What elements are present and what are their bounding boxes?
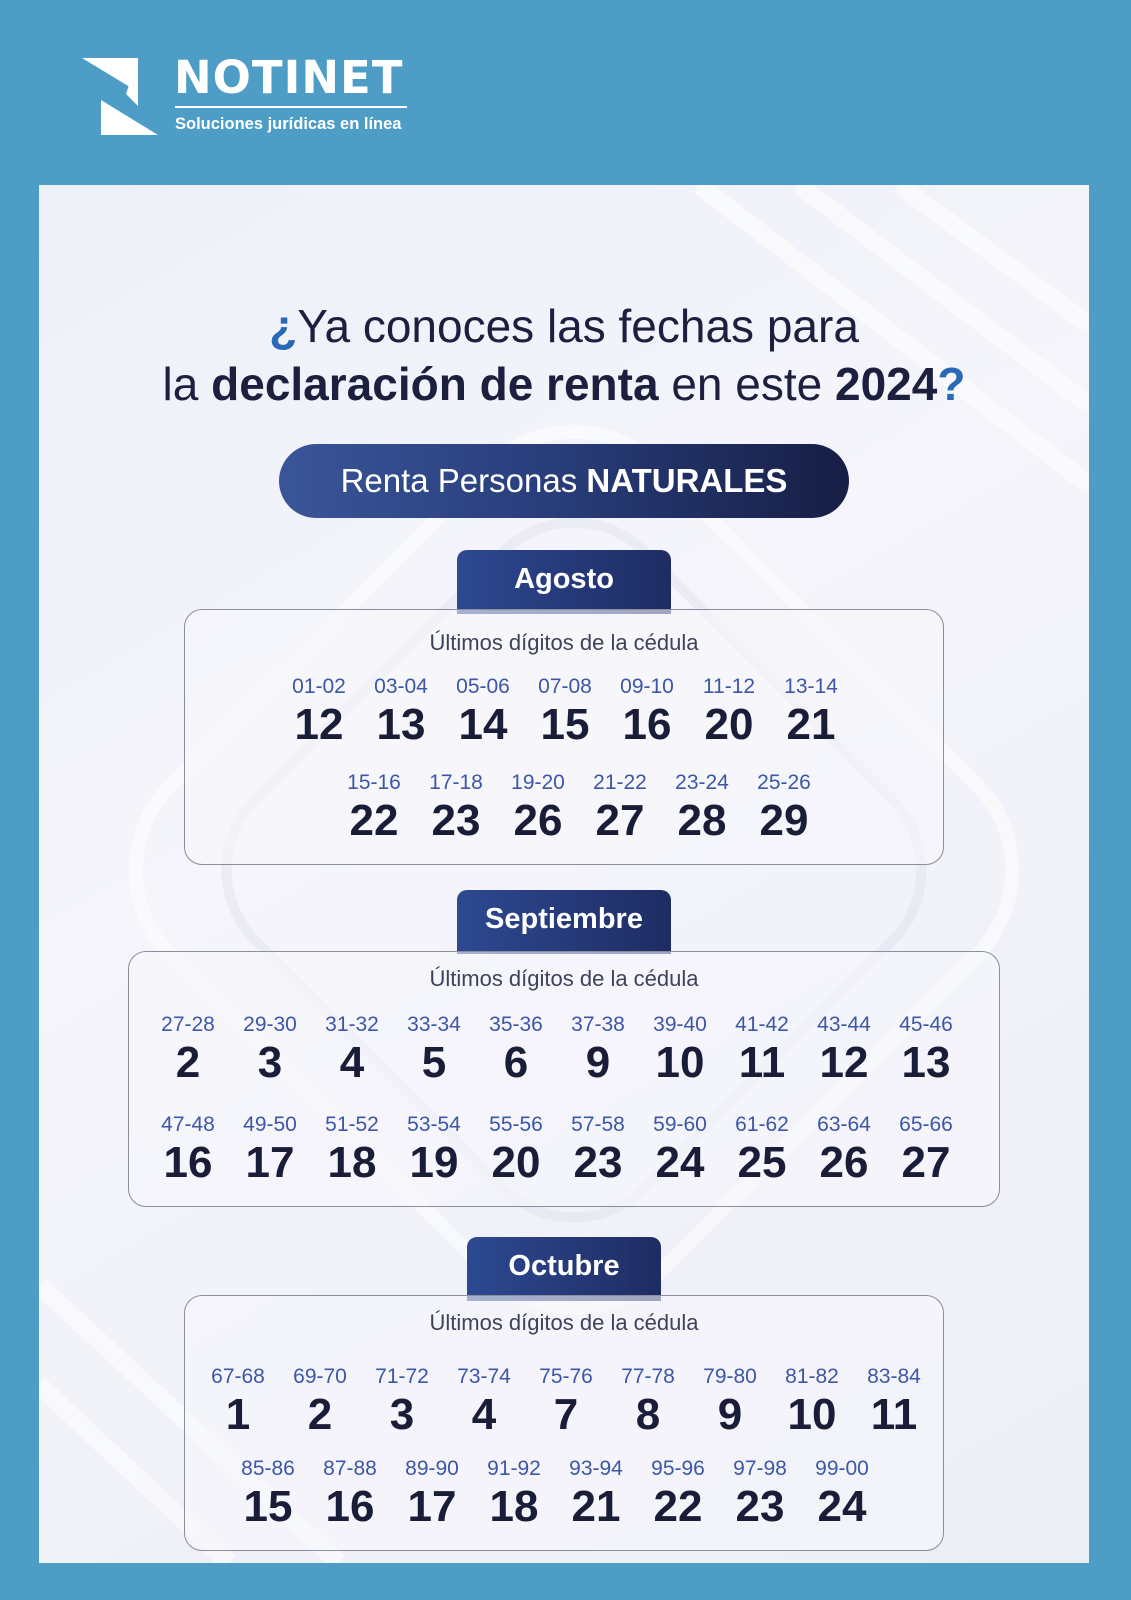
due-day: 15	[540, 700, 590, 749]
due-day: 16	[163, 1138, 213, 1187]
headline	[39, 297, 1089, 413]
due-day: 4	[471, 1390, 497, 1439]
digits-range: 65-66	[899, 1113, 953, 1136]
date-cell	[278, 674, 360, 750]
due-day: 6	[503, 1038, 529, 1087]
digits-range: 93-94	[569, 1457, 623, 1480]
date-cell	[360, 674, 442, 750]
date-cell	[607, 1364, 689, 1440]
due-day: 12	[819, 1038, 869, 1087]
date-cell	[771, 1364, 853, 1440]
date-cell	[393, 1012, 475, 1088]
digits-range: 47-48	[161, 1113, 215, 1136]
due-day: 21	[786, 700, 836, 749]
digits-range: 51-52	[325, 1113, 379, 1136]
date-cell	[885, 1012, 967, 1088]
due-day: 19	[409, 1138, 459, 1187]
date-cell	[497, 770, 579, 846]
digits-range: 69-70	[293, 1365, 347, 1388]
digits-range: 77-78	[621, 1365, 675, 1388]
digits-range: 09-10	[620, 675, 674, 698]
digits-range: 83-84	[867, 1365, 921, 1388]
due-day: 18	[489, 1482, 539, 1531]
digits-range: 17-18	[429, 771, 483, 794]
date-cell	[393, 1112, 475, 1188]
digits-range: 61-62	[735, 1113, 789, 1136]
due-day: 16	[622, 700, 672, 749]
due-day: 17	[407, 1482, 457, 1531]
notinet-logo	[82, 51, 422, 138]
brand-tagline: Soluciones jurídicas en línea	[175, 115, 402, 133]
brand-divider	[175, 106, 407, 108]
date-cell	[391, 1456, 473, 1532]
headline-year: 2024	[835, 358, 938, 410]
date-cell	[197, 1364, 279, 1440]
due-day: 18	[327, 1138, 377, 1187]
headline-line-2	[39, 355, 1089, 413]
digits-range: 89-90	[405, 1457, 459, 1480]
digits-label: Últimos dígitos de la cédula	[429, 1310, 699, 1335]
digits-range: 03-04	[374, 675, 428, 698]
digits-range: 01-02	[292, 675, 346, 698]
date-cell	[688, 674, 770, 750]
digits-range: 63-64	[817, 1113, 871, 1136]
digits-range: 29-30	[243, 1013, 297, 1036]
date-cell	[333, 770, 415, 846]
digits-range: 31-32	[325, 1013, 379, 1036]
digits-range: 99-00	[815, 1457, 869, 1480]
digits-range: 75-76	[539, 1365, 593, 1388]
due-day: 9	[585, 1038, 611, 1087]
date-cell	[473, 1456, 555, 1532]
digits-range: 95-96	[651, 1457, 705, 1480]
date-cell	[661, 770, 743, 846]
digits-range: 73-74	[457, 1365, 511, 1388]
date-cell	[719, 1456, 801, 1532]
digits-range: 79-80	[703, 1365, 757, 1388]
digits-range: 41-42	[735, 1013, 789, 1036]
due-day: 13	[376, 700, 426, 749]
month-box-octubre	[184, 1295, 944, 1551]
date-cell	[689, 1364, 771, 1440]
due-day: 3	[257, 1038, 283, 1087]
headline-line-2-prefix: la	[162, 358, 212, 410]
date-row	[278, 674, 852, 750]
digits-range: 67-68	[211, 1365, 265, 1388]
date-cell	[147, 1112, 229, 1188]
date-cell	[229, 1112, 311, 1188]
date-cell	[770, 674, 852, 750]
date-cell	[885, 1112, 967, 1188]
date-cell	[311, 1112, 393, 1188]
notinet-n-icon	[82, 56, 160, 136]
digits-range: 43-44	[817, 1013, 871, 1036]
digits-range: 87-88	[323, 1457, 377, 1480]
headline-emphasis: declaración de renta	[211, 358, 659, 410]
due-day: 25	[737, 1138, 787, 1187]
digits-range: 23-24	[675, 771, 729, 794]
date-cell	[606, 674, 688, 750]
digits-range: 37-38	[571, 1013, 625, 1036]
date-cell	[475, 1112, 557, 1188]
brand-name: NOTINET	[174, 51, 404, 104]
digits-range: 13-14	[784, 675, 838, 698]
headline-line-2-middle: en este	[658, 358, 835, 410]
headline-line-1-text: Ya conoces las fechas para	[297, 300, 859, 352]
date-cell	[311, 1012, 393, 1088]
question-mark: ?	[937, 358, 966, 410]
due-day: 26	[513, 796, 563, 845]
due-day: 16	[325, 1482, 375, 1531]
due-day: 3	[389, 1390, 415, 1439]
month-tab-agosto: Agosto	[457, 550, 671, 614]
date-cell	[639, 1112, 721, 1188]
digits-range: 85-86	[241, 1457, 295, 1480]
date-cell	[227, 1456, 309, 1532]
due-day: 11	[738, 1038, 786, 1087]
date-cell	[801, 1456, 883, 1532]
date-cell	[743, 770, 825, 846]
digits-range: 97-98	[733, 1457, 787, 1480]
month-tab-septiembre: Septiembre	[457, 890, 671, 954]
due-day: 27	[901, 1138, 951, 1187]
due-day: 2	[175, 1038, 201, 1087]
date-cell	[557, 1012, 639, 1088]
due-day: 5	[421, 1038, 447, 1087]
date-cell	[803, 1012, 885, 1088]
month-box-septiembre	[128, 951, 1000, 1207]
due-day: 27	[595, 796, 645, 845]
due-day: 23	[431, 796, 481, 845]
due-day: 4	[339, 1038, 365, 1087]
date-cell	[443, 1364, 525, 1440]
date-cell	[721, 1112, 803, 1188]
date-cell	[524, 674, 606, 750]
due-day: 13	[901, 1038, 951, 1087]
date-cell	[853, 1364, 935, 1440]
digits-label: Últimos dígitos de la cédula	[429, 630, 699, 655]
date-cell	[361, 1364, 443, 1440]
due-day: 23	[573, 1138, 623, 1187]
due-day: 1	[225, 1390, 251, 1439]
digits-range: 33-34	[407, 1013, 461, 1036]
digits-range: 71-72	[375, 1365, 429, 1388]
due-day: 24	[655, 1138, 705, 1187]
due-day: 2	[307, 1390, 333, 1439]
date-cell	[639, 1012, 721, 1088]
digits-range: 49-50	[243, 1113, 297, 1136]
digits-range: 11-12	[702, 675, 756, 698]
digits-range: 07-08	[538, 675, 592, 698]
digits-range: 81-82	[785, 1365, 839, 1388]
digits-range: 25-26	[757, 771, 811, 794]
date-cell	[442, 674, 524, 750]
due-day: 21	[571, 1482, 621, 1531]
due-day: 9	[717, 1390, 743, 1439]
date-cell	[637, 1456, 719, 1532]
due-day: 20	[704, 700, 754, 749]
date-cell	[721, 1012, 803, 1088]
due-day: 14	[458, 700, 508, 749]
inverted-question-mark: ¿	[269, 300, 298, 352]
digits-range: 21-22	[593, 771, 647, 794]
due-day: 26	[819, 1138, 869, 1187]
digits-range: 19-20	[511, 771, 565, 794]
due-day: 10	[787, 1390, 837, 1439]
category-prefix: Renta Personas	[340, 462, 587, 499]
date-row	[333, 770, 825, 846]
date-cell	[579, 770, 661, 846]
due-day: 12	[294, 700, 344, 749]
digits-range: 15-16	[347, 771, 401, 794]
date-cell	[803, 1112, 885, 1188]
digits-range: 57-58	[571, 1113, 625, 1136]
due-day: 20	[491, 1138, 541, 1187]
date-cell	[557, 1112, 639, 1188]
due-day: 29	[759, 796, 809, 845]
due-day: 17	[245, 1138, 295, 1187]
category-bold: NATURALES	[586, 462, 788, 499]
headline-line-1	[39, 297, 1089, 355]
due-day: 10	[655, 1038, 705, 1087]
digits-range: 91-92	[487, 1457, 541, 1480]
digits-range: 27-28	[161, 1013, 215, 1036]
due-day: 24	[817, 1482, 867, 1531]
category-pill	[279, 444, 849, 518]
calendar-card	[39, 185, 1089, 1563]
date-cell	[475, 1012, 557, 1088]
date-cell	[309, 1456, 391, 1532]
due-day: 8	[635, 1390, 661, 1439]
due-day: 23	[735, 1482, 785, 1531]
due-day: 22	[653, 1482, 703, 1531]
date-cell	[147, 1012, 229, 1088]
digits-range: 53-54	[407, 1113, 461, 1136]
digits-range: 05-06	[456, 675, 510, 698]
month-tab-octubre: Octubre	[467, 1237, 661, 1301]
digits-range: 55-56	[489, 1113, 543, 1136]
date-row	[147, 1112, 967, 1188]
date-row	[147, 1012, 967, 1088]
date-cell	[229, 1012, 311, 1088]
date-row	[197, 1364, 935, 1440]
date-cell	[555, 1456, 637, 1532]
month-box-agosto	[184, 609, 944, 865]
due-day: 15	[243, 1482, 293, 1531]
due-day: 28	[677, 796, 727, 845]
date-cell	[415, 770, 497, 846]
digits-label: Últimos dígitos de la cédula	[429, 966, 699, 991]
digits-range: 45-46	[899, 1013, 953, 1036]
due-day: 7	[553, 1390, 579, 1439]
digits-range: 59-60	[653, 1113, 707, 1136]
date-cell	[525, 1364, 607, 1440]
date-row	[227, 1456, 883, 1532]
digits-range: 35-36	[489, 1013, 543, 1036]
digits-range: 39-40	[653, 1013, 707, 1036]
due-day: 11	[870, 1390, 918, 1439]
date-cell	[279, 1364, 361, 1440]
due-day: 22	[349, 796, 399, 845]
